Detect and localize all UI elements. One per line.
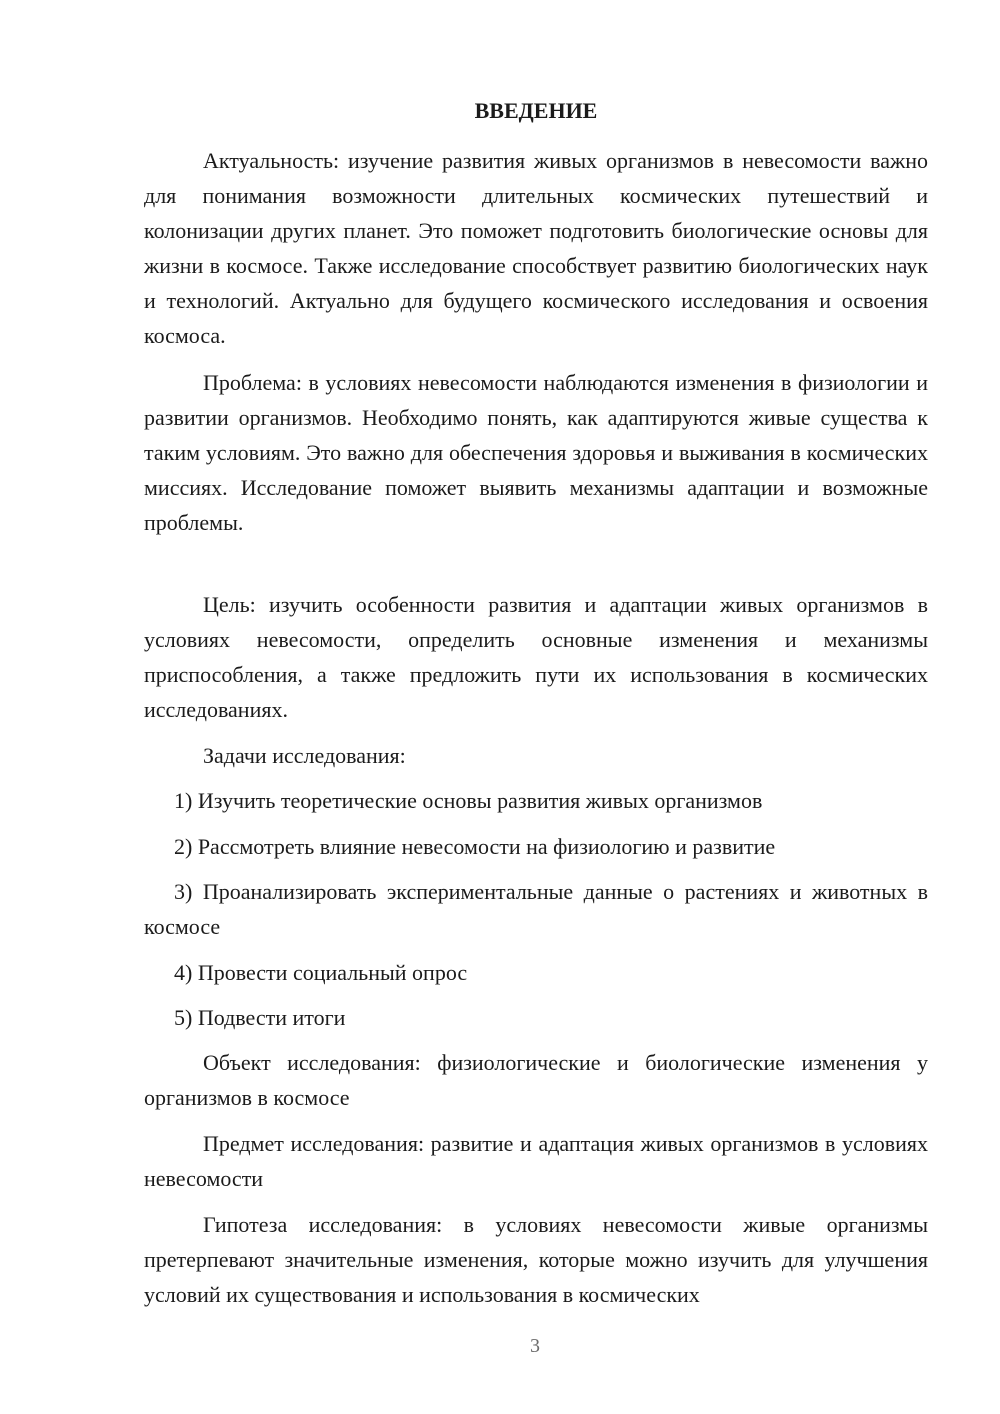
object-paragraph: Объект исследования: физиологические и биологические изменения у организмов в космосе <box>144 1050 928 1110</box>
task-item-3: 3) Проанализировать экспериментальные данные о растениях и животных в космосе <box>144 879 928 939</box>
hypothesis-paragraph: Гипотеза исследования: в условиях невесомости живые организмы претерпевают значительные изменения, которые можно изучить для улучшения условий их существования и использования в космических <box>144 1212 928 1307</box>
task-item-4: 4) Провести социальный опрос <box>174 960 468 985</box>
relevance-paragraph: Актуальность: изучение развития живых организмов в невесомости важно для понимания возможности длительных космических путешествий и колонизации других планет. Это поможет подготовить биологические основы для жизни в космосе. Также исследование способствует развитию биологических наук и технологий. Актуально для будущего космического исследования и освоения космоса. <box>144 148 928 348</box>
goal-paragraph: Цель: изучить особенности развития и адаптации живых организмов в условиях невесомости, определить основные изменения и механизмы приспособления, а также предложить пути их использования в космических исследованиях. <box>144 592 928 722</box>
tasks-heading: Задачи исследования: <box>203 743 406 768</box>
task-item-2: 2) Рассмотреть влияние невесомости на физиологию и развитие <box>174 834 776 859</box>
page-heading: ВВЕДЕНИЕ <box>474 98 598 123</box>
subject-paragraph: Предмет исследования: развитие и адаптация живых организмов в условиях невесомости <box>144 1131 928 1191</box>
task-item-5: 5) Подвести итоги <box>174 1005 346 1030</box>
task-item-1: 1) Изучить теоретические основы развития живых организмов <box>174 788 763 813</box>
page-number: 3 <box>530 1335 540 1357</box>
problem-paragraph: Проблема: в условиях невесомости наблюдаются изменения в физиологии и развитии организмов. Необходимо понять, как адаптируются живые существа к таким условиям. Это важно для обеспечения здоровья и выживания в космических миссиях. Исследование поможет выявить механизмы адаптации и возможные проблемы. <box>144 370 928 535</box>
